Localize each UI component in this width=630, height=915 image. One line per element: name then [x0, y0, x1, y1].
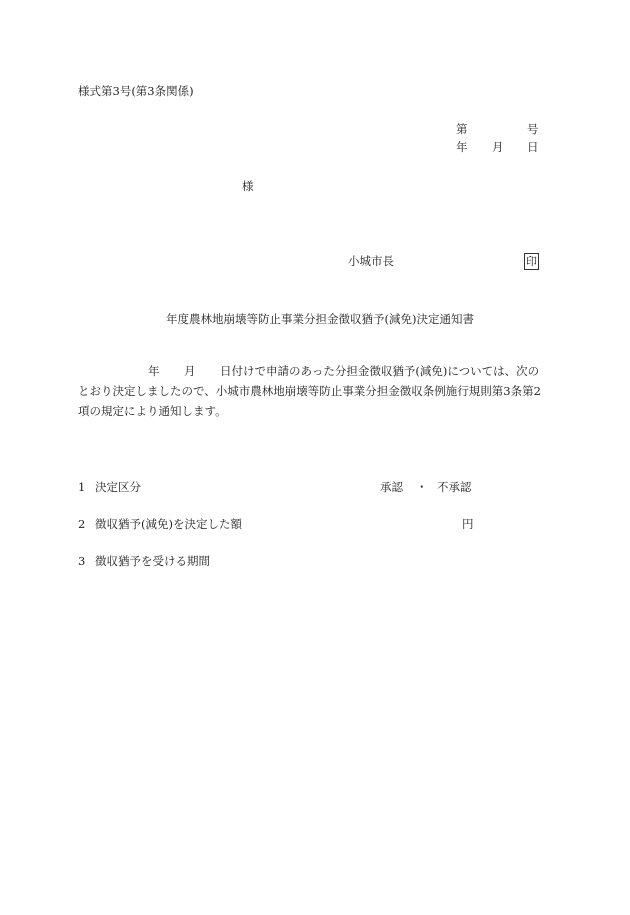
body-month: 月	[184, 364, 196, 378]
item-1-option-approve: 承認	[380, 480, 403, 494]
item-1-separator: ・	[416, 480, 428, 494]
document-title: 年度農林地崩壊等防止事業分担金徴収猶予(減免)決定通知書	[166, 312, 474, 326]
body-line3: 項の規定により通知します。	[78, 404, 227, 418]
item-1-number: 1	[78, 480, 86, 494]
date-year: 年	[456, 140, 468, 154]
seal-mark	[524, 253, 539, 270]
item-3-label: 徴収猶予を受ける期間	[95, 554, 210, 568]
body-year: 年	[148, 364, 160, 378]
body-line1: 日付けで申請のあった分担金徴収猶予(減免)については、次の	[220, 364, 540, 378]
issuer-title: 小城市長	[348, 254, 394, 268]
item-2-label: 徴収猶予(減免)を決定した額	[95, 517, 242, 531]
date-month: 月	[492, 140, 504, 154]
number-prefix: 第	[456, 122, 468, 136]
date-day: 日	[527, 140, 539, 154]
seal-text: 印	[526, 255, 537, 268]
item-2-unit: 円	[462, 517, 474, 531]
item-1-option-reject: 不承認	[437, 480, 472, 494]
number-suffix: 号	[527, 122, 539, 136]
form-label: 様式第3号(第3条関係)	[78, 84, 194, 98]
item-1-label: 決定区分	[95, 480, 141, 494]
body-line2: とおり決定しましたので、小城市農林地崩壊等防止事業分担金徴収条例施行規則第3条第2	[78, 384, 541, 398]
addressee-suffix: 様	[242, 179, 254, 193]
item-3-number: 3	[78, 554, 86, 568]
item-2-number: 2	[78, 517, 86, 531]
